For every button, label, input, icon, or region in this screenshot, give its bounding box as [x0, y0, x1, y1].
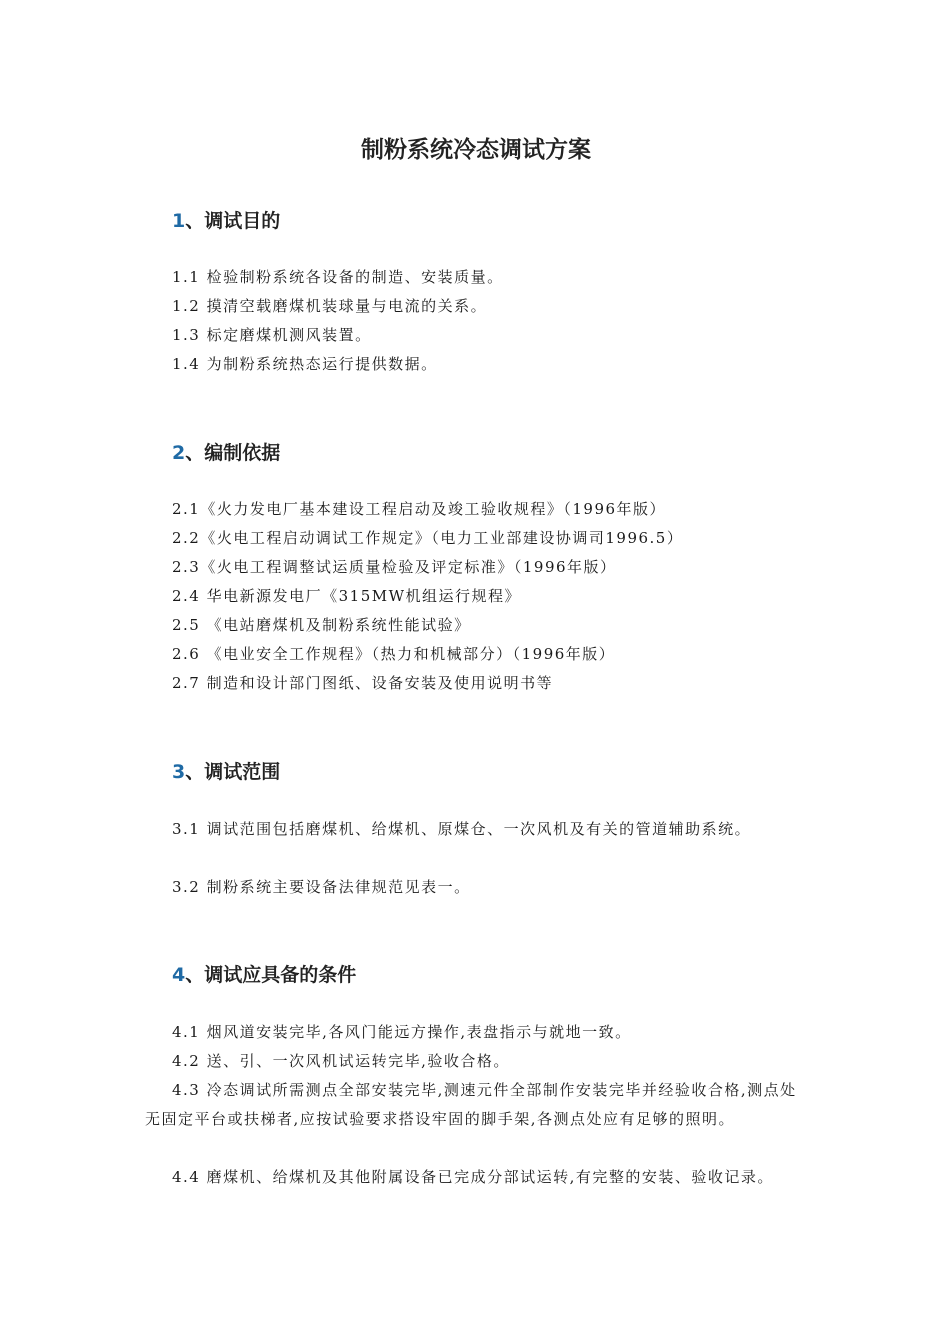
list-item: 1.2 摸清空载磨煤机装球量与电流的关系。 — [172, 297, 488, 315]
list-item: 2.7 制造和设计部门图纸、设备安装及使用说明书等 — [172, 674, 554, 692]
list-item: 1.3 标定磨煤机测风装置。 — [172, 326, 372, 344]
section-number: 3 — [172, 761, 186, 783]
section-number: 1 — [172, 210, 186, 232]
document-title: 制粉系统冷态调试方案 — [361, 137, 591, 163]
list-item: 2.1《火力发电厂基本建设工程启动及竣工验收规程》（1996年版） — [172, 500, 667, 518]
paragraph: 3.2 制粉系统主要设备法律规范见表一。 — [172, 878, 471, 896]
list-item: 2.4 华电新源发电厂《315MW机组运行规程》 — [172, 587, 522, 605]
paragraph: 4.2 送、引、一次风机试运转完毕,验收合格。 — [172, 1052, 510, 1070]
section-number: 4 — [172, 964, 186, 986]
section-3-heading — [172, 758, 280, 786]
paragraph: 4.1 烟风道安装完毕,各风门能远方操作,表盘指示与就地一致。 — [172, 1023, 632, 1041]
list-item: 1.4 为制粉系统热态运行提供数据。 — [172, 355, 438, 373]
paragraph: 4.4 磨煤机、给煤机及其他附属设备已完成分部试运转,有完整的安装、验收记录。 — [172, 1168, 774, 1186]
section-title: 、调试应具备的条件 — [185, 964, 357, 986]
section-4-heading — [172, 961, 356, 989]
list-item: 1.1 检验制粉系统各设备的制造、安装质量。 — [172, 268, 504, 286]
section-1-heading — [172, 207, 280, 235]
list-item: 2.5 《电站磨煤机及制粉系统性能试验》 — [172, 616, 471, 634]
list-item: 2.6 《电业安全工作规程》（热力和机械部分）（1996年版） — [172, 645, 616, 663]
section-title: 、调试目的 — [185, 210, 281, 232]
section-2-heading — [172, 439, 280, 467]
list-item: 2.3《火电工程调整试运质量检验及评定标准》（1996年版） — [172, 558, 617, 576]
list-item: 2.2《火电工程启动调试工作规定》（电力工业部建设协调司1996.5） — [172, 529, 684, 547]
paragraph: 4.3 冷态调试所需测点全部安装完毕,测速元件全部制作安装完毕并经验收合格,测点处无固定平台或扶梯者,应按试验要求搭设牢固的脚手架,各测点处应有足够的照明。 — [145, 1081, 797, 1128]
section-title: 、调试范围 — [185, 761, 281, 783]
section-title: 、编制依据 — [185, 442, 281, 464]
section-number: 2 — [172, 442, 186, 464]
paragraph: 3.1 调试范围包括磨煤机、给煤机、原煤仓、一次风机及有关的管道辅助系统。 — [172, 820, 752, 838]
